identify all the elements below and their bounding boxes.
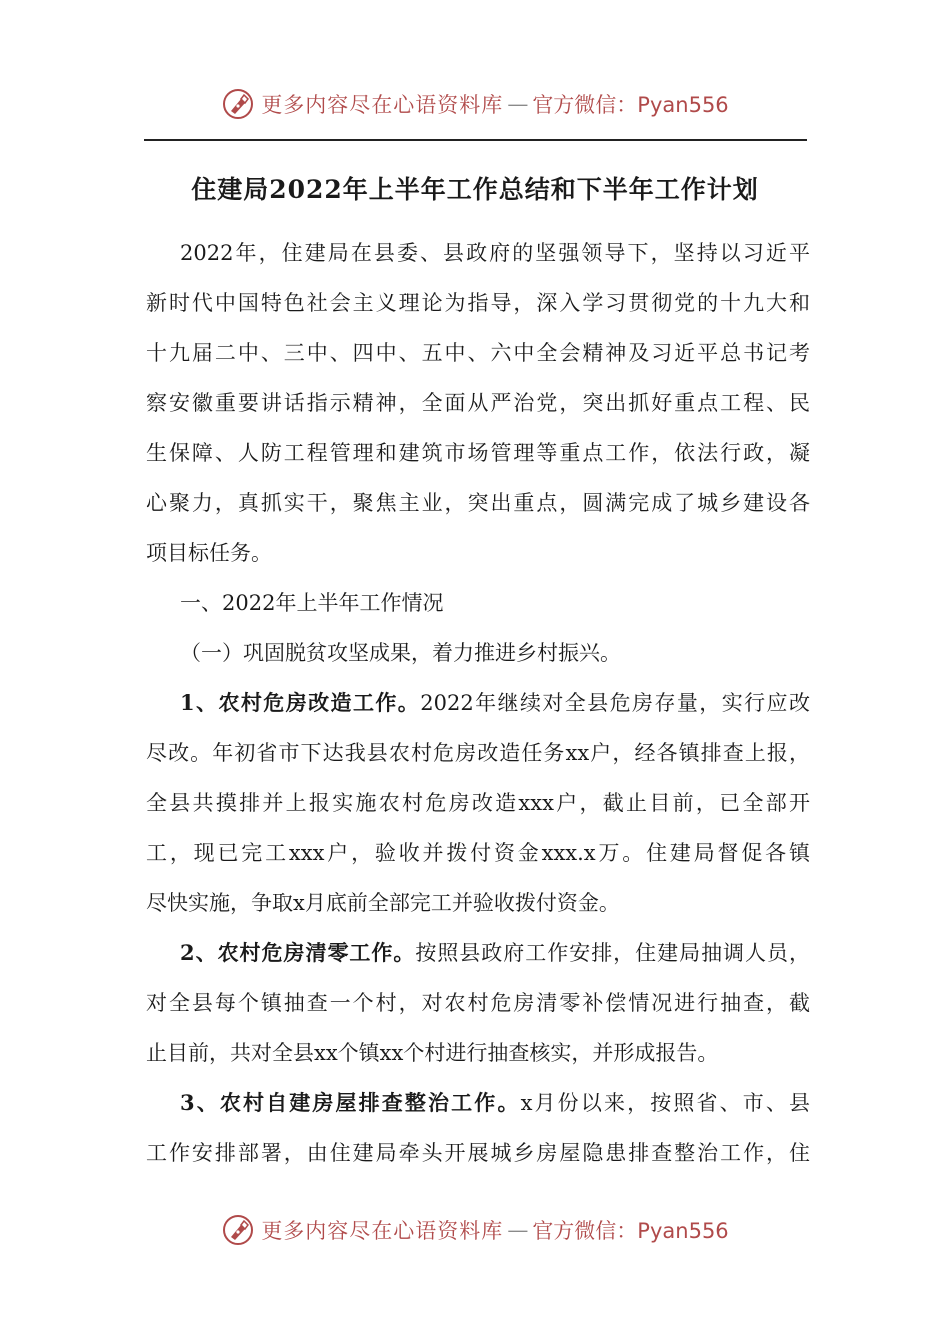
item-3-text: x月份以来，按照省、市、县 xyxy=(520,1091,810,1115)
item-1-text: 2022年继续对全县危房存量，实行应改 xyxy=(420,691,810,715)
watermark-text: 更多内容尽在心语资料库 xyxy=(261,1219,504,1243)
document-title: 住建局2022年上半年工作总结和下半年工作计划 xyxy=(191,175,759,204)
intro-paragraph xyxy=(146,228,810,578)
subsection-heading xyxy=(146,628,810,678)
item-3-paragraph xyxy=(146,1078,810,1178)
footer-watermark xyxy=(0,1210,950,1250)
item-2-line: 止目前，共对全县xx个镇xx个村进行抽查核实，并形成报告。 xyxy=(146,1041,719,1065)
intro-line: 心聚力，真抓实干，聚焦主业，突出重点，圆满完成了城乡建设各 xyxy=(146,491,810,515)
intro-line: 项目标任务。 xyxy=(146,541,272,565)
item-3-heading: 3、农村自建房屋排查整治工作。 xyxy=(180,1090,521,1115)
intro-line: 生保障、人防工程管理和建筑市场管理等重点工作，依法行政，凝 xyxy=(146,441,810,465)
document-body xyxy=(146,228,810,1178)
item-2-heading: 2、农村危房清零工作。 xyxy=(180,940,416,965)
header-divider xyxy=(144,139,807,141)
item-1-first-line xyxy=(146,678,810,728)
intro-line: 2022年，住建局在县委、县政府的坚强领导下，坚持以习近平 xyxy=(180,241,810,265)
pen-nib-icon xyxy=(221,1213,255,1247)
item-1-heading: 1、农村危房改造工作。 xyxy=(180,690,421,715)
item-1-line: 尽快实施，争取x月底前全部完工并验收拨付资金。 xyxy=(146,891,620,915)
item-1-line: 全县共摸排并上报实施农村危房改造xxx户，截止目前，已全部开 xyxy=(146,791,810,815)
watermark-text: 更多内容尽在心语资料库 xyxy=(261,93,504,117)
watermark-contact: 官方微信：Pyan556 xyxy=(532,1219,729,1243)
watermark-contact: 官方微信：Pyan556 xyxy=(532,93,729,117)
watermark-separator: — xyxy=(507,1218,529,1242)
intro-line: 察安徽重要讲话指示精神，全面从严治党，突出抓好重点工程、民 xyxy=(146,391,810,415)
section-heading xyxy=(146,578,810,628)
pen-nib-icon xyxy=(221,87,255,121)
watermark-separator: — xyxy=(507,92,529,116)
item-2-line: 对全县每个镇抽查一个村，对农村危房清零补偿情况进行抽查，截 xyxy=(146,991,810,1015)
subsection1-heading: （一）巩固脱贫攻坚成果，着力推进乡村振兴。 xyxy=(180,641,621,665)
item-2-first-line xyxy=(146,928,810,978)
item-1-line: 尽改。年初省市下达我县农村危房改造任务xx户，经各镇排查上报， xyxy=(146,741,810,765)
item-2-text: 按照县政府工作安排，住建局抽调人员， xyxy=(415,941,810,965)
item-3-line: 工作安排部署，由住建局牵头开展城乡房屋隐患排查整治工作，住 xyxy=(146,1141,810,1165)
intro-line: 新时代中国特色社会主义理论为指导，深入学习贯彻党的十九大和 xyxy=(146,291,810,315)
item-1-paragraph xyxy=(146,678,810,928)
section1-heading: 一、2022年上半年工作情况 xyxy=(180,591,444,615)
item-3-first-line xyxy=(146,1078,810,1128)
header-watermark xyxy=(0,84,950,124)
item-2-paragraph xyxy=(146,928,810,1078)
item-1-line: 工，现已完工xxx户，验收并拨付资金xxx.x万。住建局督促各镇 xyxy=(146,841,810,865)
intro-line: 十九届二中、三中、四中、五中、六中全会精神及习近平总书记考 xyxy=(146,341,810,365)
